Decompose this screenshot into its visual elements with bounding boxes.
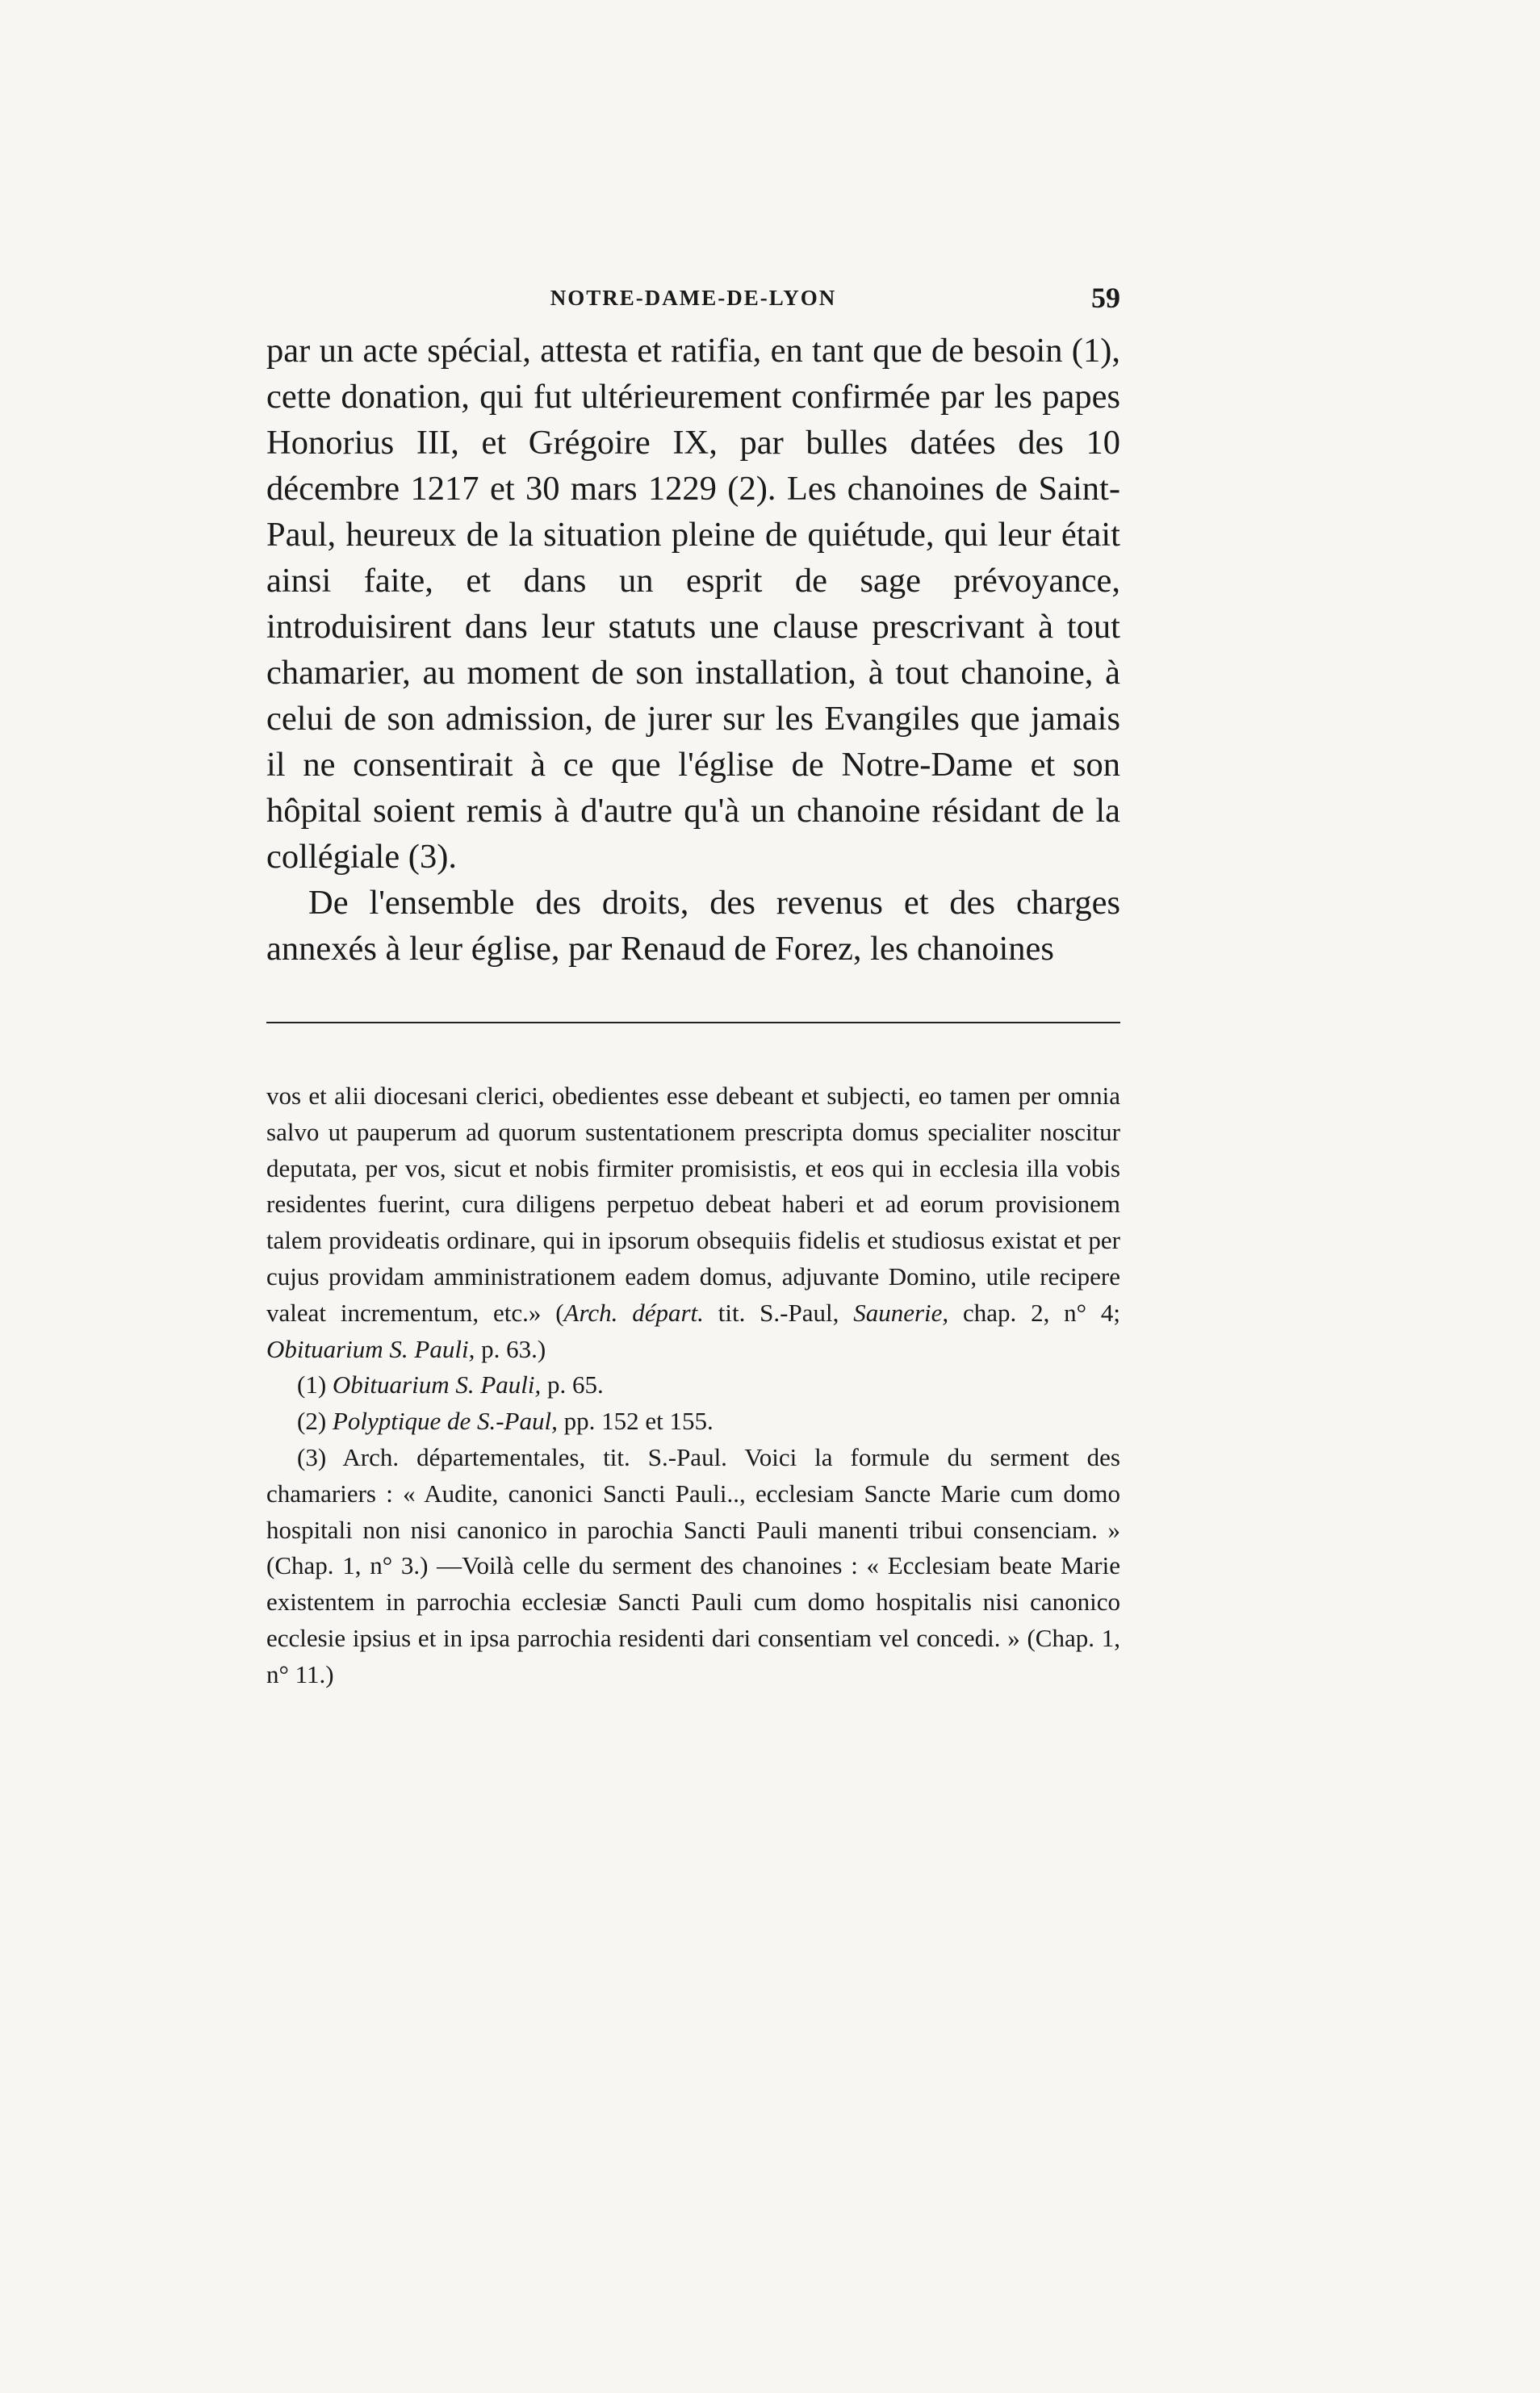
footnote-2-rest: pp. 152 et 155.: [557, 1407, 714, 1436]
footnote-continued-text-4: p. 63.): [475, 1334, 546, 1363]
main-text: [266, 328, 1120, 972]
footnotes: [266, 1078, 1120, 1693]
footnote-1-rest: p. 65.: [541, 1370, 604, 1399]
footnote-source-arch: Arch. départ.: [563, 1298, 704, 1327]
footnote-source-obituarium: Obituarium S. Pauli,: [266, 1334, 475, 1363]
running-head: [266, 274, 1120, 323]
footnote-continued: [266, 1078, 1120, 1367]
footnote-2-number: (2): [297, 1407, 333, 1436]
running-title: NOTRE-DAME-DE-LYON: [550, 286, 837, 310]
footnote-continued-text-3: chap. 2, n° 4;: [948, 1298, 1121, 1327]
footnote-1: [266, 1367, 1120, 1404]
footnote-3: (3) Arch. départementales, tit. S.-Paul. Voici la formule du serment des chamariers : « Audite, canonici Sancti Pauli.., ecclesiam Sancte Marie cum domo hospitali non nisi canonico in parochia Sancti Pauli manenti tribui consenciam. » (Chap. 1, n° 3.) —Voilà celle du serment des chanoines : « Ecclesiam beate Marie existentem in parrochia ecclesiæ Sancti Pauli cum domo hospitalis nisi canonico ecclesie ipsius et in ipsa parrochia residenti dari consentiam vel concedi. » (Chap. 1, n° 11.): [266, 1442, 1120, 1688]
footnote-2-title: Polyptique de S.-Paul,: [332, 1407, 558, 1436]
footnote-2: [266, 1404, 1120, 1440]
footnote-separator: [266, 1022, 1120, 1023]
footnote-1-title: Obituarium S. Pauli,: [332, 1370, 542, 1399]
book-page: [266, 274, 1120, 1693]
footnote-1-number: (1): [297, 1370, 333, 1399]
paragraph-2: De l'ensemble des droits, des revenus et des charges annexés à leur église, par Renaud de Forez, les chanoines: [266, 884, 1120, 968]
footnote-continued-text: vos et alii diocesani clerici, obedientes esse debeant et subjecti, eo tamen per omnia salvo ut pauperum ad quorum sustentationem prescripta domus specialiter noscitur deputata, per vos, sicut et nobis firmiter promisistis, et eos qui in ecclesia illa vobis residentes fuerint, cura diligens perpetuo debeat haberi et ad eorum provisionem talem provideatis ordinare, qui in ipsorum obsequiis fidelis et studiosus existat et per cujus providam amministrationem eadem domus, adjuvante Domino, utile recipere valeat incrementum, etc.» (: [266, 1081, 1120, 1327]
footnote-continued-text-2: tit. S.-Paul,: [703, 1298, 854, 1327]
page-number: 59: [1091, 282, 1120, 314]
paragraph-1: par un acte spécial, attesta et ratifia, en tant que de besoin (1), cette donation, qui fut ultérieurement confirmée par les papes Honorius III, et Grégoire IX, par bulles datées des 10 décembre 1217 et 30 mars 1229 (2). Les chanoines de Saint-Paul, heureux de la situation pleine de quiétude, qui leur était ainsi faite, et dans un esprit de sage prévoyance, introduisirent dans leur statuts une clause prescrivant à tout chamarier, au moment de son installation, à tout chanoine, à celui de son admission, de jurer sur les Evangiles que jamais il ne consentirait à ce que l'église de Notre-Dame et son hôpital soient remis à d'autre qu'à un chanoine résidant de la collégiale (3).: [266, 332, 1120, 876]
footnote-source-saunerie: Saunerie,: [853, 1298, 949, 1327]
